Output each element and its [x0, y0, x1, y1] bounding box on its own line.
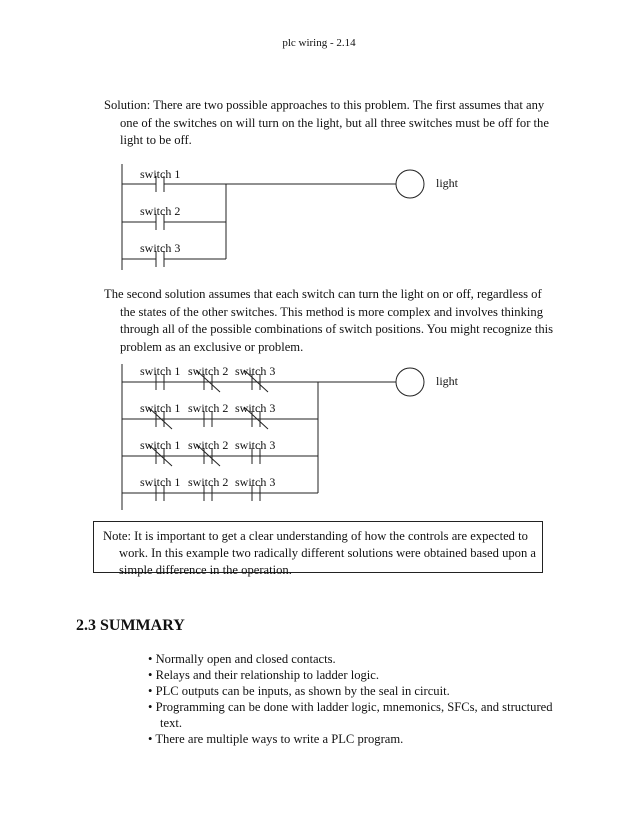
label-r2-switch-2: switch 2	[188, 401, 229, 415]
summary-bullet: • There are multiple ways to write a PLC program.	[148, 731, 568, 747]
summary-bullet: • PLC outputs can be inputs, as shown by the seal in circuit.	[148, 683, 568, 699]
light-coil	[396, 170, 424, 198]
label-r3-switch-2: switch 2	[188, 438, 229, 452]
output-label-light: light	[436, 374, 459, 388]
page-header: plc wiring - 2.14	[282, 37, 356, 49]
section-heading: 2.3 SUMMARY	[76, 617, 185, 634]
label-r1-switch-3: switch 3	[235, 364, 276, 378]
summary-bullet: • Normally open and closed contacts.	[148, 651, 568, 667]
second-paragraph-line1: The second solution assumes that each switch can turn the light on or off, regardless of	[104, 287, 542, 301]
contact-label-switch-3: switch 3	[140, 241, 181, 255]
second-paragraph-rest: the states of the other switches. This method is more complex and involves thinking through all of the possible combinations of switch positions. You might recognize this problem as an exclusive or problem.	[120, 304, 554, 354]
solution-paragraph-line1: Solution: There are two possible approaches to this problem. The first assumes that any	[104, 98, 545, 112]
output-label-light: light	[436, 176, 459, 190]
label-r4-switch-2: switch 2	[188, 475, 229, 489]
label-r4-switch-3: switch 3	[235, 475, 276, 489]
contact-label-switch-1: switch 1	[140, 167, 181, 181]
label-r4-switch-1: switch 1	[140, 475, 181, 489]
note-rest: work. In this example two radically different solutions were obtained based upon a simple difference in the operation.	[119, 546, 536, 577]
ladder-diagram-2	[110, 360, 470, 515]
label-r3-switch-3: switch 3	[235, 438, 276, 452]
label-r1-switch-1: switch 1	[140, 364, 181, 378]
note-line1: Note: It is important to get a clear understanding of how the controls are expected to	[103, 529, 528, 543]
ladder-diagram-1	[110, 160, 470, 275]
solution-paragraph	[104, 97, 554, 150]
label-r2-switch-1: switch 1	[140, 401, 181, 415]
solution-paragraph-rest: one of the switches on will turn on the light, but all three switches must be off for the light to be off.	[120, 115, 549, 147]
summary-bullet: • Programming can be done with ladder logic, mnemonics, SFCs, and structured text.	[148, 699, 568, 731]
label-r2-switch-3: switch 3	[235, 401, 276, 415]
second-solution-paragraph	[104, 286, 554, 356]
label-r3-switch-1: switch 1	[140, 438, 181, 452]
summary-bullet: • Relays and their relationship to ladder logic.	[148, 667, 568, 683]
contact-label-switch-2: switch 2	[140, 204, 181, 218]
summary-bullet-list	[148, 651, 568, 747]
note-box	[93, 521, 543, 577]
light-coil	[396, 368, 424, 396]
label-r1-switch-2: switch 2	[188, 364, 229, 378]
